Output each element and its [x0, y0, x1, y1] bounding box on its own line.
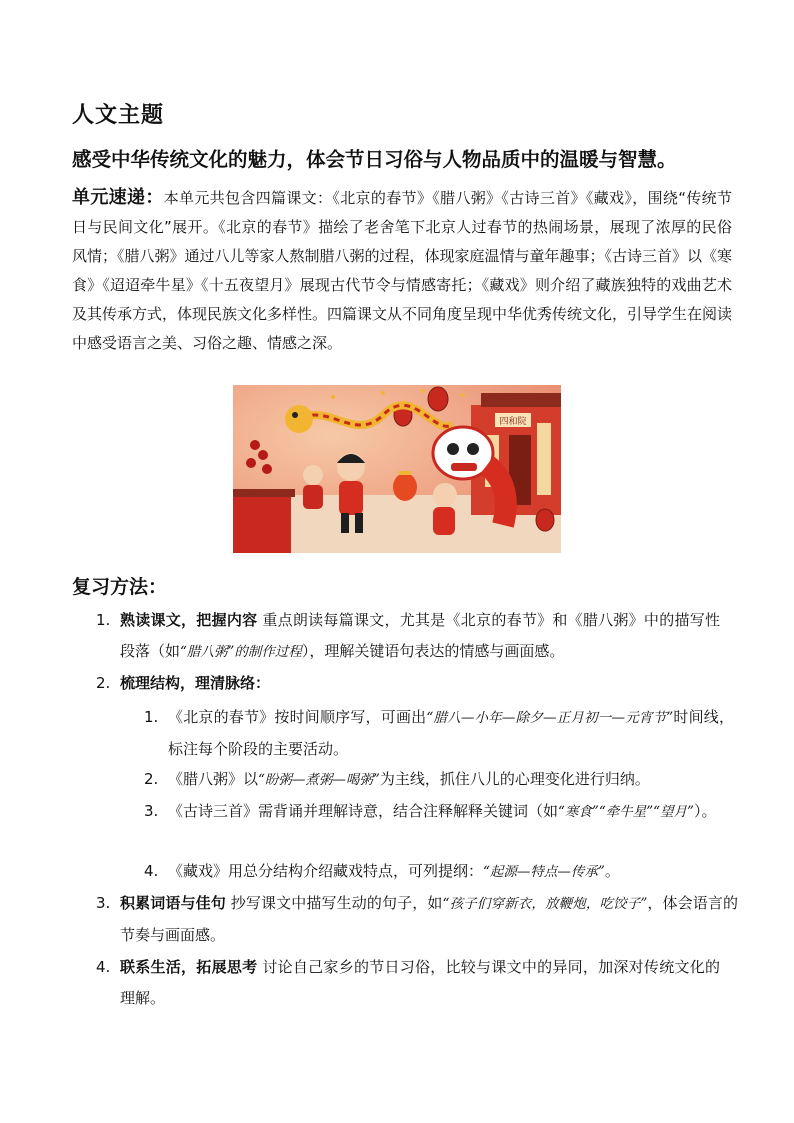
sub-list-item-quote: “盼粥—煮粥—喝粥”: [258, 772, 380, 788]
unit-summary: [72, 183, 732, 358]
sub-list-item-body: 。: [604, 862, 620, 880]
theme-statement: 感受中华传统文化的魅力，体会节日习俗与人物品质中的温暖与智慧。: [72, 148, 677, 171]
list-item-number: 4.: [96, 958, 111, 976]
sub-list-item-quote: “起源—特点—传承”: [483, 864, 605, 880]
sub-list-item-text: [168, 702, 734, 765]
section-heading: 人文主题: [72, 103, 165, 128]
list-item-text: [120, 952, 720, 1014]
list-item-quote: “腊八粥”的制作过程: [180, 644, 302, 660]
list-item-lead: 积累词语与佳句: [120, 894, 226, 912]
list-item-lead: 梳理结构，理清脉络：: [120, 674, 271, 692]
review-methods-title: 复习方法：: [72, 576, 168, 598]
house-sign-text: 四和院: [499, 417, 527, 427]
list-item-text: [120, 888, 738, 951]
list-item-text: [120, 605, 720, 668]
sub-list-item-body: 《藏戏》用总分结构介绍藏戏特点，可列提纲：: [168, 862, 484, 880]
list-item-body: 重点朗读每篇课文，尤其是《北京的春节》和《腊八粥》中的描写性段落（如: [120, 611, 720, 660]
list-item-body: 讨论自己家乡的节日习俗，比较与课文中的异同，加深对传统文化的理解。: [120, 958, 720, 1007]
sub-list-item-number: 3.: [144, 802, 159, 820]
sub-list-item-text: [168, 796, 734, 828]
summary-lead: 单元速递：: [72, 187, 164, 208]
sub-list-item-body: 《北京的春节》按时间顺序写，可画出: [168, 708, 427, 726]
festival-illustration: [233, 385, 561, 553]
sub-list-item-number: 1.: [144, 708, 159, 726]
sub-list-item-quote: “寒食”“牵牛星”“望月”: [558, 804, 694, 820]
list-item-quote: “孩子们穿新衣，放鞭炮，吃饺子”: [442, 896, 648, 912]
sub-list-item-number: 2.: [144, 770, 159, 788]
festival-illustration-svg: [233, 385, 561, 553]
sub-list-item-body: 为主线，抓住八儿的心理变化进行归纳。: [379, 770, 650, 788]
sub-list-item-text: [168, 856, 734, 888]
sub-list-item-body: 《古诗三首》需背诵并理解诗意，结合注释解释关键词（如: [168, 802, 559, 820]
summary-text: 本单元共包含四篇课文：《北京的春节》《腊八粥》《古诗三首》《藏戏》，围绕“传统节日与民间文化”展开。《北京的春节》描绘了老舍笔下北京人过春节的热闹场景，展现了浓厚的民俗风情；《腊八粥》通过八儿等家人熬制腊八粥的过程，体现家庭温情与童年趣事；《古诗三首》以《寒食》《迢迢牵牛星》《十五夜望月》展现古代节令与情感寄托；《藏戏》则介绍了藏族独特的戏曲艺术及其传承方式，体现民族文化多样性。四篇课文从不同角度呈现中华优秀传统文化，引导学生在阅读中感受语言之美、习俗之趣、情感之深。: [72, 189, 733, 352]
sub-list-item-body: ）。: [693, 802, 717, 820]
list-item-body: ，体会语言的节奏与画面感。: [120, 894, 738, 944]
sub-list-item-body: 《腊八粥》以: [168, 770, 259, 788]
sub-list-item-quote: “腊八—小年—除夕—正月初一—元宵节”: [426, 710, 674, 726]
sub-list-item-text: [168, 764, 734, 796]
list-item-lead: 熟读课文，把握内容: [120, 611, 258, 629]
list-item-number: 3.: [96, 894, 111, 912]
list-item-body: 抄写课文中描写生动的句子，如: [225, 894, 443, 912]
list-item-number: 2.: [96, 674, 111, 692]
list-item-lead: 联系生活，拓展思考: [120, 958, 258, 976]
list-item-body: ），理解关键语句表达的情感与画面感。: [301, 642, 565, 660]
sub-list-item-number: 4.: [144, 862, 159, 880]
sub-list-item-body: 时间线，标注每个阶段的主要活动。: [168, 708, 734, 758]
list-item-text: [120, 668, 720, 699]
list-item-number: 1.: [96, 611, 111, 629]
